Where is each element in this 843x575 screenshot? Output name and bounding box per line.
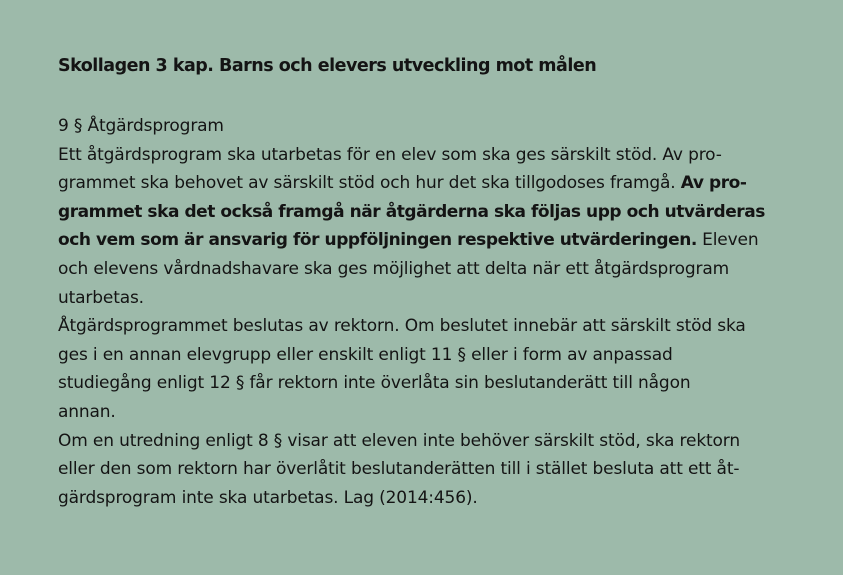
section-9	[58, 112, 798, 512]
body-text: utarbetas.	[58, 287, 144, 308]
body-text: gärdsprogram inte ska utarbetas. Lag (2014:456).	[58, 487, 478, 508]
body-text: Eleven	[696, 230, 759, 251]
text-line	[58, 484, 798, 513]
section-title: 9 § Åtgärdsprogram	[58, 116, 224, 136]
text-line	[58, 455, 798, 484]
body-text: Om en utredning enligt 8 § visar att eleven inte behöver särskilt stöd, ska rektorn	[58, 430, 740, 451]
text-line	[58, 398, 798, 427]
text-line	[58, 341, 798, 370]
section-body	[58, 141, 798, 513]
text-line	[58, 198, 798, 227]
text-panel	[58, 52, 798, 512]
text-line	[58, 255, 798, 284]
text-line	[58, 427, 798, 456]
body-text: studiegång enligt 12 § får rektorn inte överlåta sin beslutanderätt till någon	[58, 373, 691, 394]
emphasized-text: grammet ska det också framgå när åtgärderna ska följas upp och utvärderas	[58, 201, 765, 222]
text-line	[58, 312, 798, 341]
text-line	[58, 284, 798, 313]
text-line	[58, 226, 798, 255]
body-text: Åtgärdsprogrammet beslutas av rektorn. Om beslutet innebär att särskilt stöd ska	[58, 316, 746, 337]
text-line	[58, 141, 798, 170]
emphasized-text: Av pro-	[680, 173, 747, 194]
body-text: annan.	[58, 401, 116, 422]
emphasized-text: och vem som är ansvarig för uppföljningen respektive utvärderingen.	[58, 230, 697, 251]
text-line	[58, 169, 798, 198]
body-text: och elevens vårdnadshavare ska ges möjlighet att delta när ett åtgärdsprogram	[58, 258, 730, 279]
body-text: eller den som rektorn har överlåtit beslutanderätten till i stället besluta att ett åt-	[58, 459, 740, 480]
document-heading: Skollagen 3 kap. Barns och elevers utveckling mot målen	[58, 56, 597, 76]
body-text: ges i en annan elevgrupp eller enskilt enligt 11 § eller i form av anpassad	[58, 344, 673, 365]
body-text: Ett åtgärdsprogram ska utarbetas för en elev som ska ges särskilt stöd. Av pro-	[58, 144, 722, 165]
body-text: grammet ska behovet av särskilt stöd och hur det ska tillgodoses framgå.	[58, 173, 681, 194]
text-line	[58, 369, 798, 398]
